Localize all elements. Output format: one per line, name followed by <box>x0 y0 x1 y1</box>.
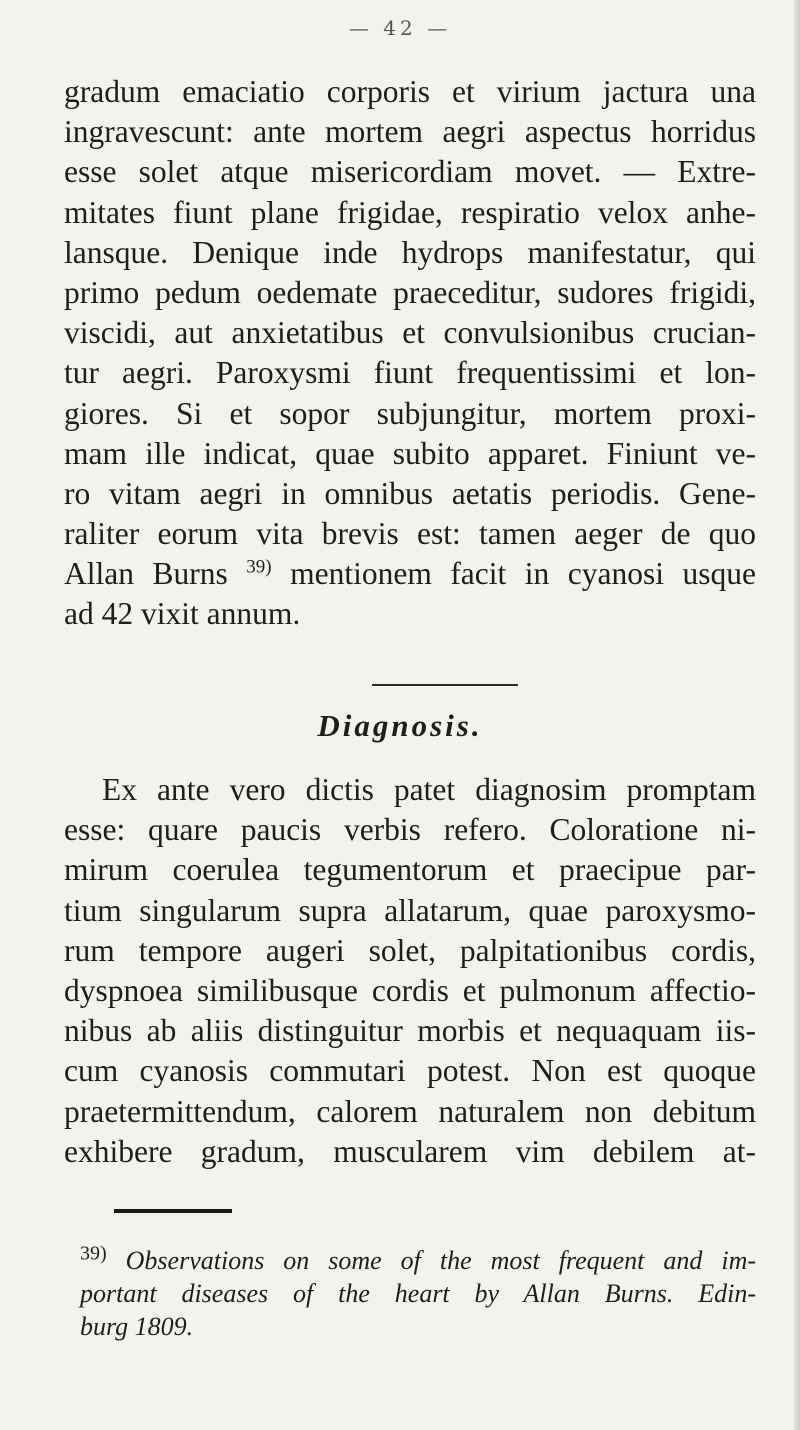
section-divider <box>372 684 518 686</box>
text-line: viscidi, aut anxietatibus et convulsionibus crucian- <box>64 315 756 351</box>
footnote-text: Observations on some of the most frequent and im- <box>125 1246 756 1275</box>
text-line: gradum emaciatio corporis et virium jactura una <box>64 74 756 109</box>
text-fragment: Allan Burns <box>64 556 247 592</box>
paragraph-diagnosis <box>64 770 756 1172</box>
text-line-with-footnote-ref <box>64 554 756 594</box>
page-number: — 42 — <box>348 16 452 40</box>
text-line: ad 42 vixit annum. <box>64 596 301 632</box>
text-fragment: mentionem facit in cyanosi usque <box>271 556 757 592</box>
text-line: giores. Si et sopor subjungitur, mortem proxi- <box>64 395 756 431</box>
text-line: lansque. Denique inde hydrops manifestatur, qui <box>64 234 756 270</box>
text-line: mam ille indicat, quae subito apparet. Finiunt ve- <box>64 435 756 471</box>
text-line: tium singularum supra allatarum, quae paroxysmo- <box>64 892 756 928</box>
text-line: esse: quare paucis verbis refero. Coloratione ni- <box>64 812 756 848</box>
text-line: praetermittendum, calorem naturalem non debitum <box>64 1093 756 1129</box>
text-line: ro vitam aegri in omnibus aetatis periodis. Gene- <box>64 475 756 511</box>
footnote-marker: 39) <box>80 1242 107 1265</box>
footnote-line: burg 1809. <box>80 1312 194 1341</box>
text-line: tur aegri. Paroxysmi fiunt frequentissimi et lon- <box>64 355 756 391</box>
footnote-divider <box>114 1209 232 1213</box>
paragraph-symptoms <box>64 72 756 635</box>
text-line: esse solet atque misericordiam movet. — Extre- <box>64 154 756 190</box>
footnote-reference: 39) <box>246 556 272 578</box>
footnote <box>80 1244 756 1343</box>
text-line: cum cyanosis commutari potest. Non est quoque <box>64 1053 756 1089</box>
text-line: dyspnoea similibusque cordis et pulmonum affectio- <box>64 972 756 1008</box>
text-line: exhibere gradum, muscularem vim debilem at- <box>64 1133 756 1169</box>
footnote-line <box>80 1244 756 1277</box>
text-line: nibus ab aliis distinguitur morbis et nequaquam iis- <box>64 1013 756 1049</box>
text-line: raliter eorum vita brevis est: tamen aeger de quo <box>64 516 756 552</box>
text-line: mirum coerulea tegumentorum et praecipue par- <box>64 852 756 888</box>
text-line: mitates fiunt plane frigidae, respiratio velox anhe- <box>64 194 756 230</box>
footnote-line: portant diseases of the heart by Allan Burns. Edin- <box>80 1279 756 1308</box>
text-line: rum tempore augeri solet, palpitationibus cordis, <box>64 932 756 968</box>
section-heading: Diagnosis. <box>317 708 483 743</box>
text-line: ingravescunt: ante mortem aegri aspectus horridus <box>64 114 756 150</box>
text-line: Ex ante vero dictis patet diagnosim promptam <box>102 772 756 807</box>
text-line: primo pedum oedemate praeceditur, sudores frigidi, <box>64 274 756 310</box>
